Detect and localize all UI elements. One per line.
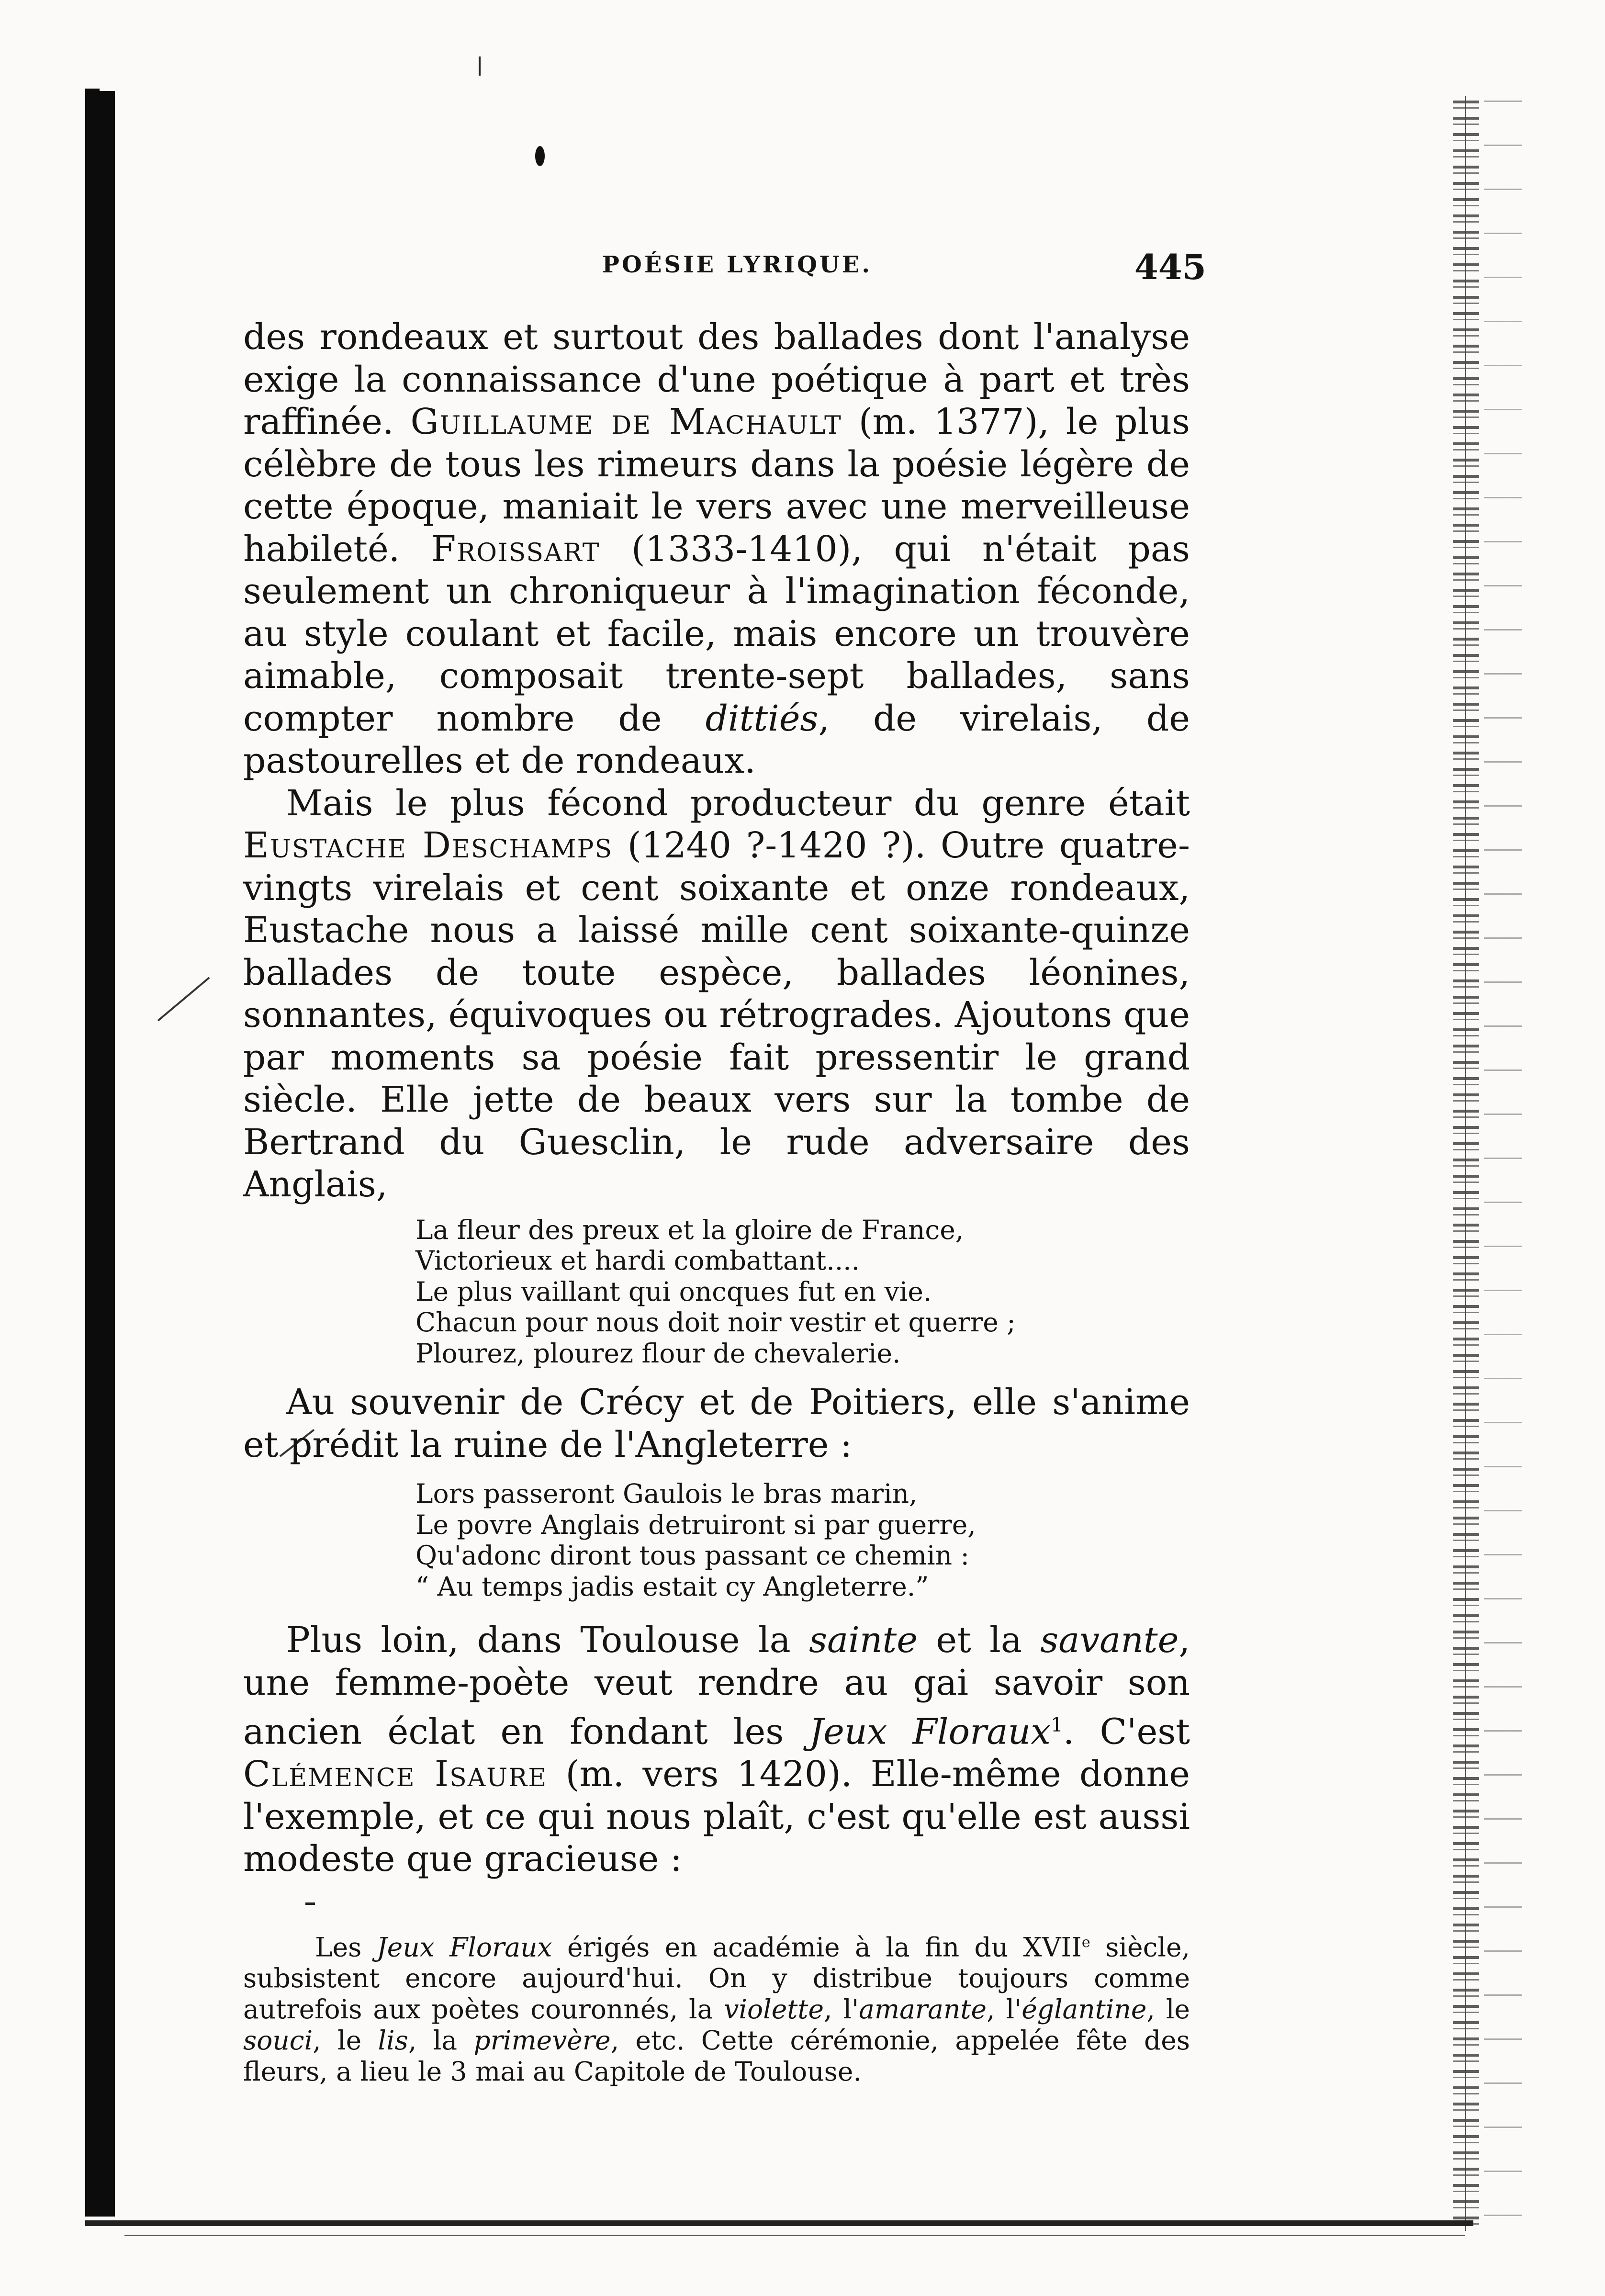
footnote-separator [305,1902,315,1905]
italic-term: amarante [859,1993,987,2025]
italic-term: Jeux Floraux [376,1931,552,1962]
text-run: , le [313,2025,378,2056]
verse-line: La fleur des preux et la gloire de France, [415,1214,964,1245]
text-run: , une femme-poète veut rendre au gai savoir son ancien éclat en fondant les [243,1620,1190,1753]
text-run: et la [918,1620,1041,1661]
ink-spot [535,146,545,166]
verse-line: Chacun pour nous doit noir vestir et querre ; [415,1307,1016,1338]
text-run: , la [408,2025,474,2056]
text-run: Les [315,1931,377,1962]
verse-quote [415,1478,1190,1602]
verse-line: Lors passeront Gaulois le bras marin, [415,1478,918,1509]
paragraph [243,316,1190,782]
superscript: e [1081,1934,1090,1951]
text-run: (m. vers 1420). Elle-même donne l'exemple, et ce qui nous plaît, c'est qu'elle est aussi modeste que gracieuse : [243,1754,1190,1880]
text-run: , etc. Cette cérémonie, appelée fête des fleurs, a lieu le 3 mai au Capitole de Toulouse. [243,2025,1190,2087]
page-body [243,316,1190,2087]
text-run: Plus loin, dans Toulouse la [286,1620,809,1661]
scan-edge-ticks [1484,101,1522,2226]
text-run: (m. 1377), le plus célèbre de tous les rimeurs dans la poésie légère de cette époque, maniait le vers avec une merveilleuse habileté. [243,401,1190,570]
text-run: , l' [824,1993,859,2025]
text-run: , l' [987,1993,1022,2025]
paragraph [243,1619,1190,1880]
text-run: . C'est [1063,1711,1190,1753]
running-head: POÉSIE LYRIQUE. [602,251,873,278]
author-name: Eustache Deschamps [243,825,613,866]
verse-line: Qu'adonc diront tous passant ce chemin : [415,1540,970,1571]
paragraph [243,782,1190,1206]
text-run: Mais le plus fécond producteur du genre était [286,782,1190,824]
italic-term: Jeux Floraux [809,1711,1051,1753]
scan-edge-line [1465,96,1466,2231]
italic-term: sainte [809,1620,918,1661]
verse-line: “ Au temps jadis estait cy Angleterre.” [415,1571,929,1602]
footnote-ref[interactable]: 1 [1050,1713,1063,1736]
italic-term: primevère [473,2025,611,2056]
verse-line: Victorieux et hardi combattant.... [415,1245,860,1276]
author-name: Clémence Isaure [243,1754,548,1795]
author-name: Froissart [431,528,600,570]
verse-line: Plourez, plourez flour de chevalerie. [415,1338,901,1369]
verse-quote [415,1215,1190,1369]
text-run: (1240 ?-1420 ?). Outre quatre-vingts virelais et cent soixante et onze rondeaux, Eustache nous a laissé mille cent soixante-quinze ballades de toute espèce, ballades léonines, sonnantes, équivoques ou rétrogrades. Ajoutons que par moments sa poésie fait pressentir le grand siècle. Elle jette de beaux vers sur la tombe de Bertrand du Guesclin, le rude adversaire des Anglais, [243,825,1190,1205]
italic-term: dittiés [705,698,819,739]
page-bottom-edge-shadow [124,2235,1465,2236]
verse-line: Le plus vaillant qui oncques fut en vie. [415,1276,932,1307]
footnote [243,1927,1190,2087]
text-run: (1333-1410), qui n'était pas seulement un chroniqueur à l'imagination féconde, au style coulant et facile, mais encore un trouvère aimable, composait trente-sept ballades, sans compter nombre de [243,528,1190,739]
italic-term: lis [378,2025,408,2056]
text-run: siècle, subsistent encore aujourd'hui. On y distribue toujours comme autrefois aux poètes couronnés, la [243,1931,1190,2025]
italic-term: violette [724,1993,824,2025]
margin-pencil-mark [157,977,210,1021]
verse-line: Le povre Anglais detruiront si par guerre, [415,1509,976,1540]
text-run: , de virelais, de pastourelles et de rondeaux. [243,698,1190,781]
italic-term: églantine [1021,1993,1147,2025]
text-run: érigés en académie à la fin du XVII [552,1931,1082,1962]
author-name: Guillaume de Machault [410,401,842,442]
scan-mark [479,56,481,76]
page-number: 445 [1134,247,1206,287]
text-run: , le [1146,1993,1190,2025]
text-run: des rondeaux et surtout des ballades dont l'analyse exige la connaissance d'une poétique à part et très raffinée. [243,316,1190,442]
page-bottom-edge [85,2220,1473,2226]
italic-term: souci [243,2025,313,2056]
paragraph: Au souvenir de Crécy et de Poitiers, elle s'anime et prédit la ruine de l'Angleterre : [243,1382,1190,1465]
italic-term: savante [1040,1620,1179,1661]
binding-edge [85,91,115,2217]
page-header [268,247,1206,304]
